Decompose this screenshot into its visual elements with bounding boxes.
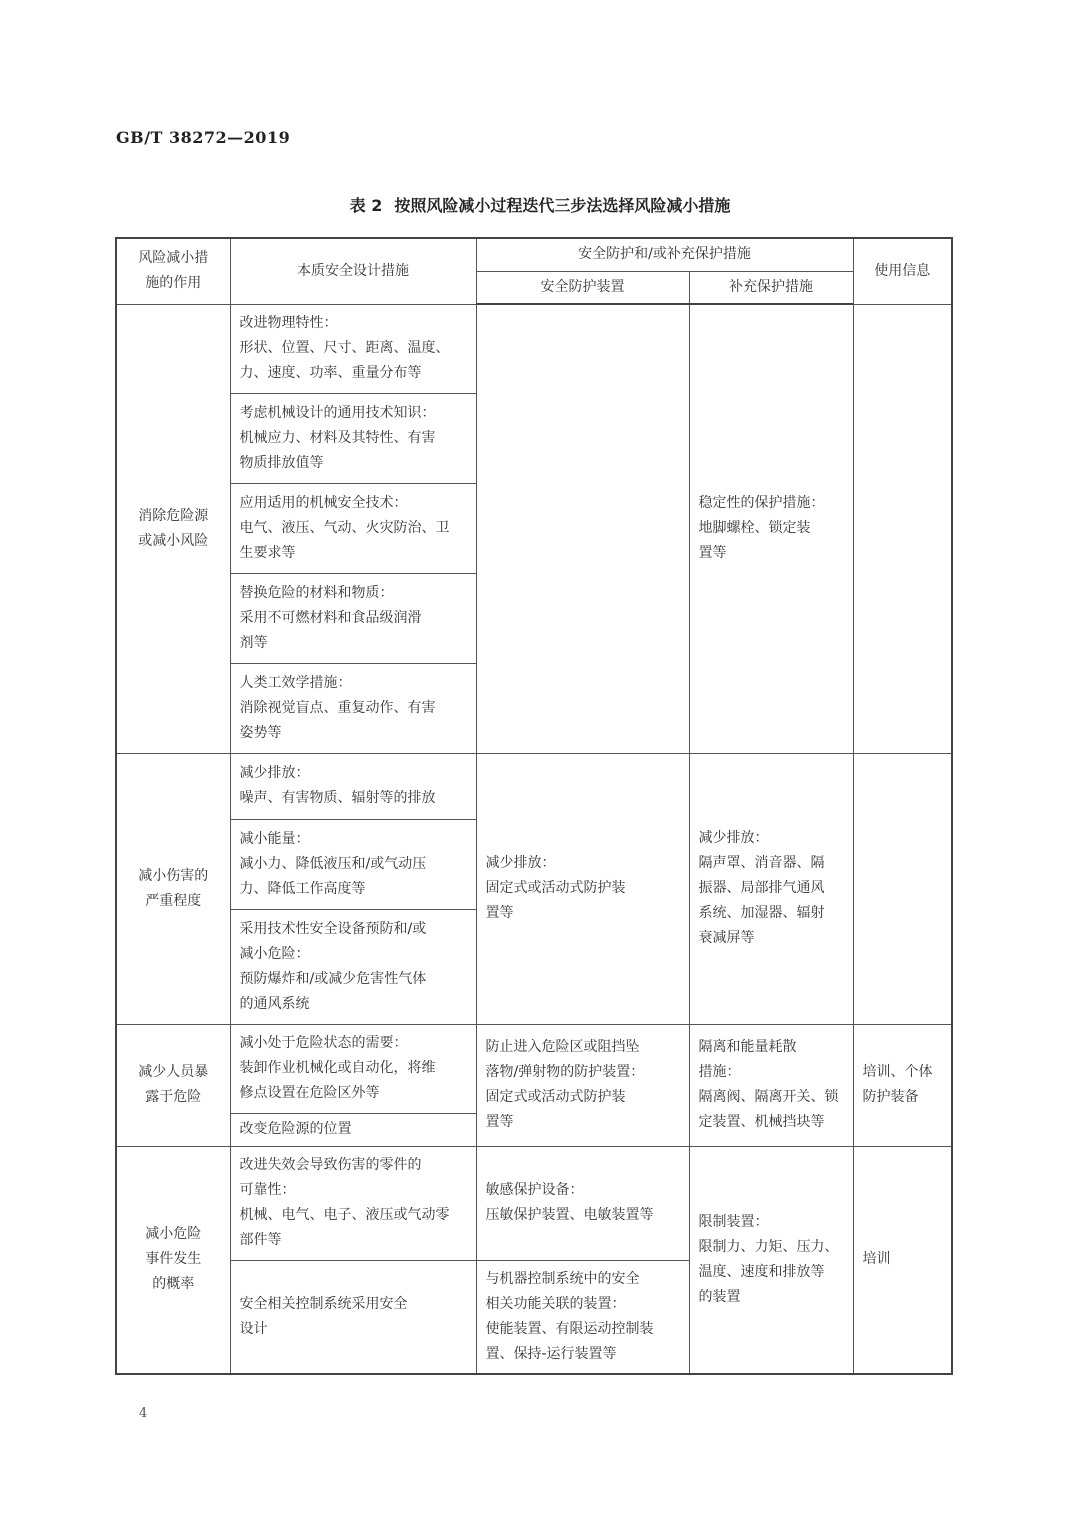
header-guard-group: 安全防护和/或补充保护措施 <box>476 238 853 271</box>
table-title <box>0 193 1080 216</box>
table-number: 表 2 <box>349 196 383 215</box>
table-caption: 按照风险减小过程迭代三步法选择风险减小措施 <box>394 196 731 215</box>
guard-measure-cell <box>476 304 689 753</box>
guard-measure-cell: 敏感保护设备： 压敏保护装置、电敏装置等 <box>476 1146 689 1260</box>
page-number: 4 <box>139 1406 148 1421</box>
guard-measure-cell: 防止进入危险区或阻挡坠 落物/弹射物的防护装置： 固定式或活动式防护装 置等 <box>476 1024 689 1146</box>
inherent-measure-cell: 减小能量： 减小力、降低液压和/或气动压 力、降低工作高度等 <box>230 819 476 909</box>
complementary-measure-cell: 限制装置： 限制力、力矩、压力、 温度、速度和排放等 的装置 <box>689 1146 853 1374</box>
inherent-measure-cell: 改进失效会导致伤害的零件的 可靠性： 机械、电气、电子、液压或气动零 部件等 <box>230 1146 476 1260</box>
usage-info-cell: 培训、个体 防护装备 <box>853 1024 952 1146</box>
inherent-measure-cell: 减小处于危险状态的需要： 装卸作业机械化或自动化，将维 修点设置在危险区外等 <box>230 1024 476 1113</box>
inherent-measure-cell: 人类工效学措施： 消除视觉盲点、重复动作、有害 姿势等 <box>230 663 476 753</box>
standard-number: GB/T 38272—2019 <box>116 128 291 147</box>
row-role-label: 减小危险 事件发生 的概率 <box>116 1146 230 1374</box>
complementary-measure-cell: 稳定性的保护措施： 地脚螺栓、锁定装 置等 <box>689 304 853 753</box>
header-info: 使用信息 <box>853 238 952 304</box>
header-inherent: 本质安全设计措施 <box>230 238 476 304</box>
risk-reduction-table <box>115 237 953 1375</box>
usage-info-cell <box>853 304 952 753</box>
inherent-measure-cell: 减少排放： 噪声、有害物质、辐射等的排放 <box>230 753 476 819</box>
inherent-measure-cell: 替换危险的材料和物质： 采用不可燃材料和食品级润滑 剂等 <box>230 573 476 663</box>
header-complementary: 补充保护措施 <box>689 271 853 304</box>
inherent-measure-cell: 安全相关控制系统采用安全 设计 <box>230 1260 476 1374</box>
inherent-measure-cell: 应用适用的机械安全技术： 电气、液压、气动、火灾防治、卫 生要求等 <box>230 483 476 573</box>
complementary-measure-cell: 减少排放： 隔声罩、消音器、隔 振器、局部排气通风 系统、加湿器、辐射 衰减屏等 <box>689 753 853 1024</box>
guard-measure-cell: 与机器控制系统中的安全 相关功能关联的装置： 使能装置、有限运动控制装 置、保持-运行装置等 <box>476 1260 689 1374</box>
row-role-label: 减少人员暴 露于危险 <box>116 1024 230 1146</box>
row-role-label: 减小伤害的 严重程度 <box>116 753 230 1024</box>
inherent-measure-cell: 采用技术性安全设备预防和/或 减小危险： 预防爆炸和/或减少危害性气体 的通风系统 <box>230 909 476 1024</box>
usage-info-cell <box>853 753 952 1024</box>
inherent-measure-cell: 考虑机械设计的通用技术知识： 机械应力、材料及其特性、有害 物质排放值等 <box>230 393 476 483</box>
inherent-measure-cell: 改变危险源的位置 <box>230 1113 476 1146</box>
usage-info-cell: 培训 <box>853 1146 952 1374</box>
row-role-label: 消除危险源 或减小风险 <box>116 304 230 753</box>
complementary-measure-cell: 隔离和能量耗散 措施： 隔离阀、隔离开关、锁 定装置、机械挡块等 <box>689 1024 853 1146</box>
header-guard: 安全防护装置 <box>476 271 689 304</box>
guard-measure-cell: 减少排放： 固定式或活动式防护装 置等 <box>476 753 689 1024</box>
inherent-measure-cell: 改进物理特性： 形状、位置、尺寸、距离、温度、 力、速度、功率、重量分布等 <box>230 304 476 393</box>
header-role: 风险减小措 施的作用 <box>116 238 230 304</box>
